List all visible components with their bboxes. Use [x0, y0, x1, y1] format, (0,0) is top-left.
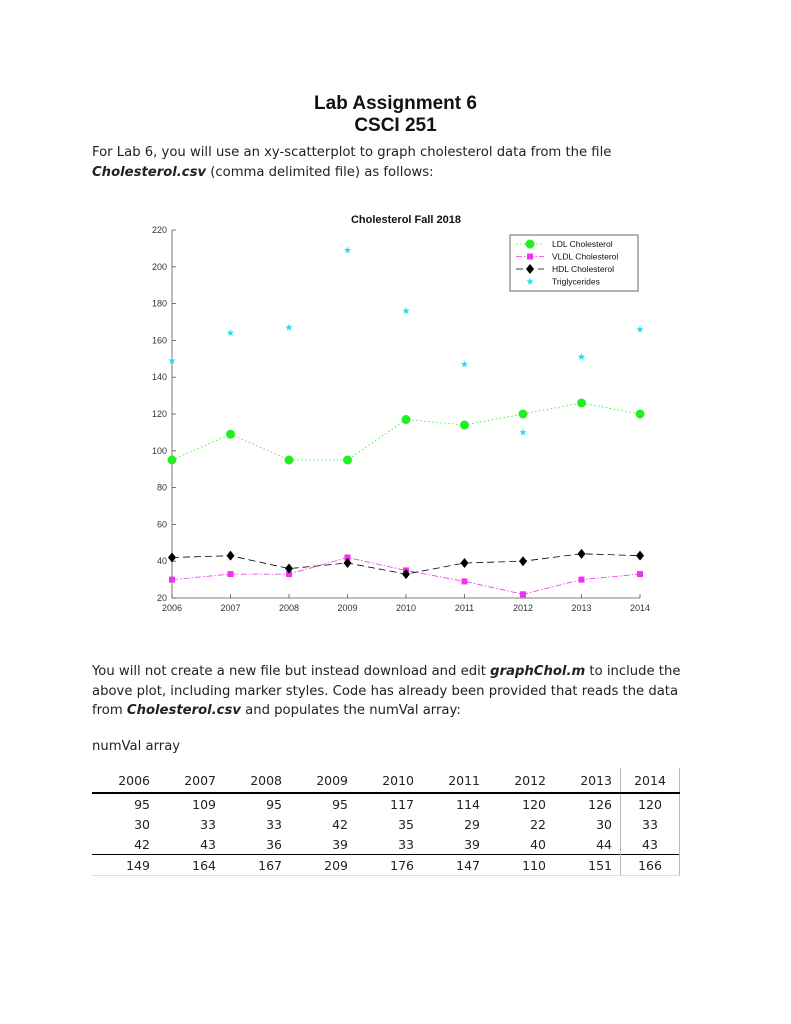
table-row: [92, 793, 680, 814]
y-tick-label: 40: [156, 556, 167, 567]
instructions-text-3: and populates the numVal array:: [240, 703, 461, 718]
x-tick-label: 2011: [454, 603, 475, 613]
data-point-triglycerides: [402, 307, 409, 314]
table-cell: 42: [332, 816, 348, 832]
data-point-triglycerides: [285, 324, 292, 331]
data-point-ldl-cholesterol: [461, 421, 469, 429]
instructions-file-2: Cholesterol.csv: [126, 703, 241, 718]
table-cell: 110: [488, 855, 554, 876]
data-point-ldl-cholesterol: [285, 456, 293, 464]
table-cell: 120: [522, 796, 546, 812]
table-header-cell: 2008: [224, 768, 290, 793]
data-point-vldl-cholesterol: [520, 591, 526, 597]
x-tick-label: 2012: [512, 603, 534, 613]
y-tick-label: 80: [156, 482, 167, 493]
table-cell: 95: [134, 796, 150, 812]
table-cell: 126: [588, 796, 612, 812]
table-cell: 114: [456, 796, 480, 812]
instructions-paragraph: [92, 662, 702, 721]
intro-paragraph: [92, 143, 702, 182]
table-header-cell: 2009: [290, 768, 356, 793]
data-point-vldl-cholesterol: [228, 571, 234, 577]
y-tick-label: 180: [151, 298, 167, 309]
data-point-ldl-cholesterol: [168, 456, 176, 464]
table-cell: 164: [158, 855, 224, 876]
table-cell: 39: [464, 836, 480, 852]
data-point-vldl-cholesterol: [169, 577, 175, 583]
table-cell: 39: [332, 836, 348, 852]
table-cell: 176: [356, 855, 422, 876]
x-tick-label: 2008: [278, 603, 300, 613]
y-tick-label: 160: [151, 335, 167, 346]
table-cell: 43: [200, 836, 216, 852]
data-point-hdl-cholesterol: [636, 551, 644, 561]
data-point-triglycerides: [461, 361, 468, 368]
data-point-ldl-cholesterol: [519, 410, 527, 418]
instructions-file-1: graphChol.m: [490, 664, 586, 679]
table-cell: 35: [398, 816, 414, 832]
instructions-text-2: to include the above plot, including marker styles. Code has already been provided that reads the data from: [92, 664, 681, 718]
data-point-ldl-cholesterol: [636, 410, 644, 418]
table-cell: 95: [332, 796, 348, 812]
table-cell: 30: [596, 816, 612, 832]
table-cell: 167: [224, 855, 290, 876]
intro-file-name: Cholesterol.csv: [92, 164, 207, 180]
table-cell: 42: [134, 836, 150, 852]
data-point-vldl-cholesterol: [637, 571, 643, 577]
table-cell: 109: [192, 796, 216, 812]
table-header-cell: 2014: [621, 768, 680, 793]
data-point-triglycerides: [636, 326, 643, 333]
x-tick-label: 2013: [571, 603, 592, 613]
numval-table: [92, 768, 680, 876]
series-line-ldl-cholesterol: [172, 403, 640, 460]
data-point-hdl-cholesterol: [227, 551, 235, 561]
legend-marker-vldl-cholesterol: [527, 254, 533, 260]
table-cell: 36: [266, 836, 282, 852]
data-point-triglycerides: [519, 429, 526, 436]
table-cell: 30: [134, 816, 150, 832]
x-tick-label: 2014: [629, 603, 651, 613]
cholesterol-chart: [130, 205, 660, 625]
legend-label: VLDL Cholesterol: [552, 251, 619, 262]
x-tick-label: 2010: [395, 603, 417, 613]
table-cell: 117: [390, 796, 414, 812]
table-header-cell: 2006: [92, 768, 158, 793]
chart-title: Cholesterol Fall 2018: [350, 214, 462, 226]
x-tick-label: 2007: [220, 603, 241, 613]
y-tick-label: 120: [151, 409, 167, 419]
table-cell: 95: [266, 796, 282, 812]
y-tick-label: 20: [156, 593, 167, 603]
table-cell: 209: [290, 855, 356, 876]
table-header-row: [92, 768, 680, 793]
legend-label: Triglycerides: [552, 276, 600, 287]
data-point-ldl-cholesterol: [227, 430, 235, 438]
y-tick-label: 220: [151, 225, 167, 235]
x-tick-label: 2009: [337, 603, 358, 613]
data-point-hdl-cholesterol: [519, 556, 527, 566]
table-row: [92, 855, 680, 876]
y-tick-label: 60: [156, 519, 167, 530]
table-cell: 33: [200, 816, 216, 832]
table-cell: 151: [554, 855, 621, 876]
data-point-hdl-cholesterol: [578, 549, 586, 559]
legend-label: LDL Cholesterol: [552, 239, 613, 249]
y-tick-label: 140: [151, 372, 167, 383]
table-cell: 43: [621, 834, 680, 855]
y-tick-label: 100: [151, 445, 167, 456]
table-cell: 33: [266, 816, 282, 832]
table-cell: 147: [422, 855, 488, 876]
table-header-cell: 2011: [422, 768, 488, 793]
table-cell: 120: [621, 793, 680, 814]
data-point-triglycerides: [227, 329, 234, 336]
table-cell: 166: [621, 855, 680, 876]
page-title: Lab Assignment 6: [314, 93, 477, 114]
intro-text-2: (comma delimited file) as follows:: [206, 164, 434, 180]
data-point-hdl-cholesterol: [461, 558, 469, 568]
array-label: numVal array: [92, 739, 181, 754]
instructions-text-1: You will not create a new file but instead download and edit: [92, 664, 491, 679]
table-cell: 40: [530, 836, 546, 852]
data-point-triglycerides: [344, 246, 351, 253]
table-header-cell: 2007: [158, 768, 224, 793]
intro-text-1: For Lab 6, you will use an xy-scatterplot to graph cholesterol data from the file: [92, 145, 612, 160]
data-point-triglycerides: [578, 353, 585, 360]
table-cell: 22: [530, 816, 546, 832]
legend-marker-ldl-cholesterol: [526, 240, 534, 248]
data-point-vldl-cholesterol: [579, 577, 585, 583]
table-cell: 33: [398, 836, 414, 852]
table-cell: 44: [596, 836, 612, 852]
course-code: CSCI 251: [354, 115, 437, 136]
table-header-cell: 2010: [356, 768, 422, 793]
data-point-ldl-cholesterol: [402, 416, 410, 424]
y-tick-label: 200: [151, 261, 167, 272]
table-cell: 149: [92, 855, 158, 876]
table-header-cell: 2013: [554, 768, 621, 793]
data-point-ldl-cholesterol: [344, 456, 352, 464]
data-point-ldl-cholesterol: [578, 399, 586, 407]
table-cell: 33: [621, 814, 680, 834]
table-header-cell: 2012: [488, 768, 554, 793]
table-cell: 29: [464, 816, 480, 832]
table-row: [92, 814, 680, 834]
table-row: [92, 834, 680, 855]
data-point-vldl-cholesterol: [462, 578, 468, 584]
x-tick-label: 2006: [161, 603, 183, 613]
legend-label: HDL Cholesterol: [552, 264, 615, 274]
